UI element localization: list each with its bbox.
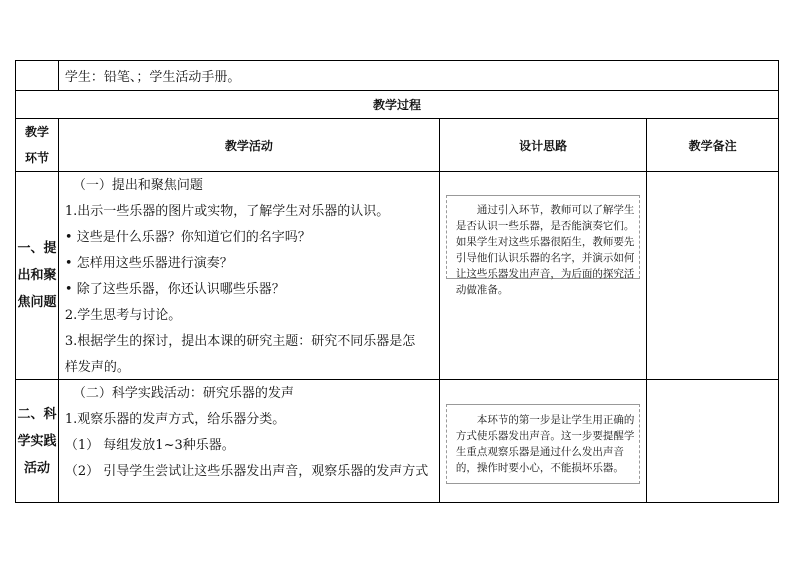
stage2-label [16,380,59,502]
header-stage-line2: 环节 [24,151,49,165]
materials-text: 学生：铅笔、；学生活动手册。 [64,70,241,85]
activity-line: 2.学生思考与讨论。 [64,308,182,323]
stage1-remarks [647,172,778,379]
section-title: 教学过程 [372,98,421,112]
stage2-remarks [647,380,778,502]
activity-line: • 除了这些乐器，你还认识哪些乐器？ [64,282,285,297]
materials-blank-cell [16,61,59,90]
activity-line: （二）科学实践活动：研究乐器的发声 [72,386,294,401]
header-stage-line1: 教学 [24,125,49,139]
stage1-activity [59,172,440,379]
materials-row [15,60,779,90]
stage1-label-line: 出和聚 [17,268,57,283]
header-stage [16,119,59,171]
activity-line: • 怎样用这些乐器进行演奏？ [64,256,233,271]
header-remarks: 教学备注 [688,138,737,153]
activity-line: 样发声的。 [64,360,130,375]
header-activity: 教学活动 [59,119,440,171]
activity-line: （一）提出和聚焦问题 [72,178,203,193]
stage1-design-text: 通过引入环节，教师可以了解学生是否认识一些乐器，是否能演奏它们。如果学生对这些乐器很陌生，教师要先引导他们认识乐器的名字，并演示如何让这些乐器发出声音，为后面的探究活动做准备。 [455,204,635,296]
activity-line: 3.根据学生的探讨，提出本课的研究主题：研究不同乐器是怎 [64,334,416,349]
section-title-row [15,90,779,118]
stage2-activity [59,380,440,502]
stage1-row [15,171,779,379]
stage2-row [15,379,779,503]
stage2-design [440,380,647,502]
activity-line: • 这些是什么乐器？你知道它们的名字吗？ [64,230,311,245]
stage1-label [16,172,59,379]
activity-line: 1.出示一些乐器的图片或实物，了解学生对乐器的认识。 [64,204,390,219]
header-row [15,118,779,171]
stage2-label-line: 二、科 [17,406,57,422]
activity-line: 1.观察乐器的发声方式，给乐器分类。 [64,412,286,427]
lesson-plan-table [15,60,779,503]
activity-line: （1） 每组发放1~3种乐器。 [64,438,235,453]
header-design: 设计思路 [440,119,647,171]
stage1-label-line: 一、提 [17,241,57,256]
stage1-design [440,172,647,379]
stage2-design-text: 本环节的第一步是让学生用正确的方式使乐器发出声音。这一步要提醒学生重点观察乐器是通过什么发出声音的，操作时要小心，不能损坏乐器。 [455,414,635,474]
stage2-label-line: 学实践 [17,433,57,449]
stage2-label-line: 活动 [23,460,50,476]
materials-cell [59,61,778,90]
stage1-label-line: 焦问题 [17,295,57,310]
activity-line: （2） 引导学生尝试让这些乐器发出声音，观察乐器的发声方式 [64,464,429,479]
